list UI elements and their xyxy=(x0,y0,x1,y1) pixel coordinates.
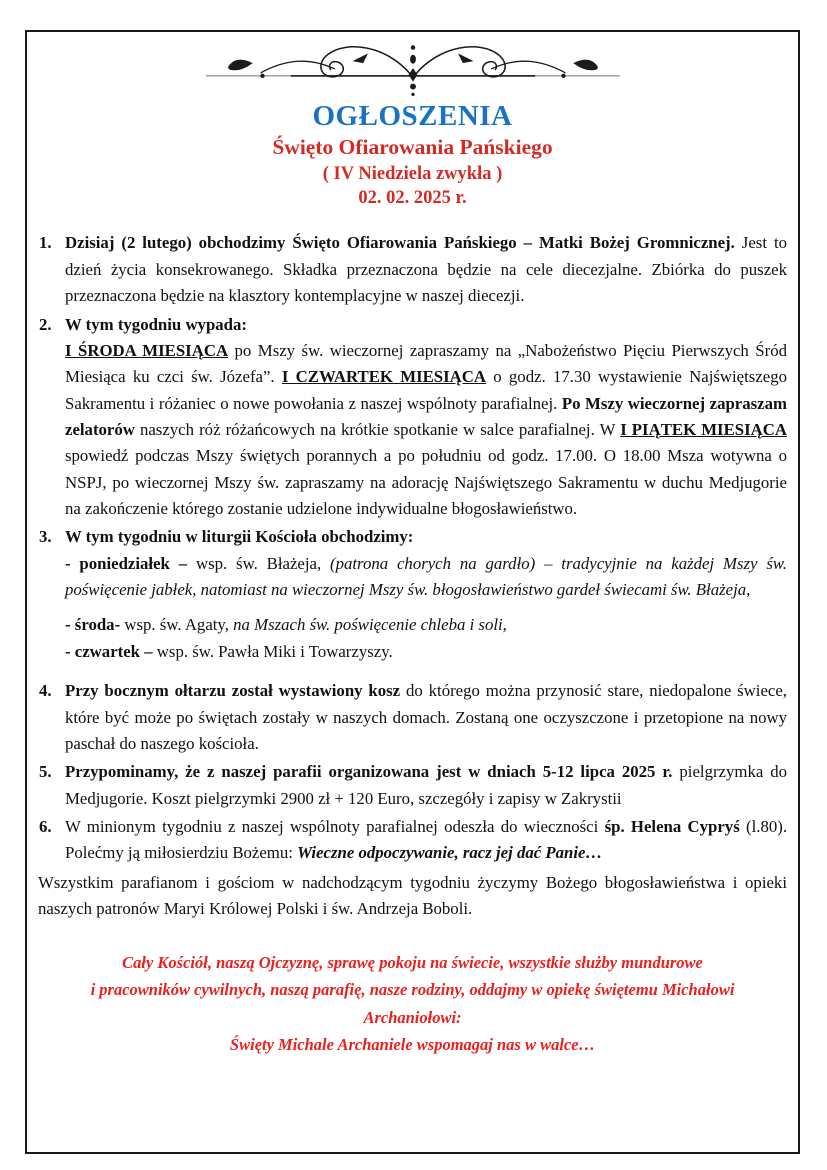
item-number: 1. xyxy=(39,233,52,253)
text-run: naszych róż różańcowych na krótkie spotkanie w salce parafialnej. W xyxy=(134,419,621,439)
date-label: 02. 02. 2025 r. xyxy=(358,188,467,209)
announcement-item xyxy=(38,230,787,309)
announcement-item xyxy=(38,814,787,867)
item-number: 2. xyxy=(39,314,52,334)
sunday-label: ( IV Niedziela zwykła ) xyxy=(322,164,503,185)
item-body xyxy=(65,678,787,757)
text-run: Przy bocznym ołtarzu został wystawiony kosz xyxy=(65,681,401,701)
text-run: Dzisiaj (2 lutego) obchodzimy Święto Ofiarowania Pańskiego – Matki Bożej Gromnicznej. xyxy=(65,233,735,253)
text-run: (patrona chorych na gardło) – tradycyjnie na każdej Mszy św. poświęcenie jabłek, natomiast na wieczornej Mszy św. błogosławieństwo gardeł świecami św. Błażeja, xyxy=(65,553,787,600)
text-run: Wszystkim parafianom i gościom w nadchodzącym tygodniu życzymy Bożego błogosławieństwa i opieki naszych patronów Maryi Królowej Polski i św. Andrzeja Boboli. xyxy=(38,872,787,919)
flourish-ornament xyxy=(198,36,628,100)
text-run: I CZWARTEK MIESIĄCA xyxy=(281,367,487,387)
text-run: Wieczne odpoczywanie, racz jej dać Panie… xyxy=(297,843,603,863)
announcement-item xyxy=(38,312,787,523)
text-run: wsp. św. Agaty, xyxy=(124,615,234,635)
feast-title: Święto Ofiarowania Pańskiego xyxy=(272,135,553,160)
page-title: OGŁOSZENIA xyxy=(312,100,513,132)
item-body xyxy=(65,814,787,867)
text-run: W tym tygodniu w liturgii Kościoła obchodzimy: xyxy=(65,527,414,547)
text-run: I PIĄTEK MIESIĄCA xyxy=(620,419,787,439)
item-paragraph xyxy=(65,678,787,757)
text-run: Po Mszy wieczornej zapraszam zelatorów xyxy=(65,393,787,439)
item-body xyxy=(65,312,787,523)
item-paragraph xyxy=(65,338,787,523)
item-paragraph xyxy=(65,639,787,665)
prayer-footer xyxy=(38,949,787,1057)
text-run: Jest to dzień życia konsekrowanego. Składka przeznaczona będzie na cele diecezjalne. Zbiórka do puszek przeznaczona będzie na klasztory kontemplacyjne w naszej diecezji. xyxy=(65,233,787,306)
text-run: wsp. św. Błażeja, xyxy=(195,553,331,573)
prayer-line: i pracowników cywilnych, naszą parafię, nasze rodziny, oddajmy w opiekę świętemu Michałowi xyxy=(90,980,735,1000)
text-run: po Mszy św. wieczornej zapraszamy na „Nabożeństwo Pięciu Pierwszych Śród Miesiąca ku czci św. Józefa”. xyxy=(65,340,787,387)
item-number: 6. xyxy=(39,816,52,836)
text-run: do którego można przynosić stare, niedopalone świece, które być może po świętach zostały w naszych domach. Zostaną one oczyszczone i przetopione na nowy paschał do naszego kościoła. xyxy=(65,681,787,753)
item-paragraph xyxy=(65,312,787,338)
item-paragraph xyxy=(65,612,787,638)
closing-paragraph xyxy=(38,870,787,923)
text-run: śp. Helena Cypryś xyxy=(604,816,740,836)
text-run: wsp. św. Pawła Miki i Towarzyszy. xyxy=(156,641,393,661)
text-run: pielgrzymka do Medjugorie. Koszt pielgrzymki 2900 zł + 120 Euro, szczegóły i zapisy w Zakrystii xyxy=(65,762,787,808)
text-run: I ŚRODA MIESIĄCA xyxy=(65,340,229,360)
item-paragraph xyxy=(65,814,787,867)
text-run: W tym tygodniu wypada: xyxy=(65,314,247,334)
text-run: Przypominamy, że z naszej parafii organizowana jest w dniach 5-12 lipca 2025 r. xyxy=(65,762,673,782)
text-run: spowiedź podczas Mszy świętych porannych a po południu od godz. 17.00. O 18.00 Msza wotywna o NSPJ, po wieczornej Mszy św. zapraszamy na adorację Najświętszego Sakramentu w duchu Medjugorie na zakończenie którego zostanie udzielone indywidualne błogosławieństwo. xyxy=(65,446,787,519)
prayer-line: Cały Kościół, naszą Ojczyznę, sprawę pokoju na świecie, wszystkie służby mundurowe xyxy=(122,953,703,973)
text-run: - czwartek – xyxy=(65,641,157,661)
announcement-list xyxy=(38,230,787,866)
item-paragraph xyxy=(65,551,787,604)
item-number: 5. xyxy=(39,762,52,782)
item-paragraph xyxy=(65,230,787,309)
item-paragraph xyxy=(65,524,787,550)
text-run: - poniedziałek – xyxy=(65,553,196,573)
text-run: - środa- xyxy=(65,615,125,635)
item-body xyxy=(65,759,787,812)
item-number: 3. xyxy=(39,527,52,547)
prayer-line: Święty Michale Archaniele wspomagaj nas w walce… xyxy=(229,1034,596,1054)
text-run: W minionym tygodniu z naszej wspólnoty parafialnej odeszła do wieczności xyxy=(65,816,605,836)
page-border-frame xyxy=(25,30,800,1154)
text-run: o godz. 17.30 wystawienie Najświętszego Sakramentu i różaniec o nowe powołania z naszej wspólnoty parafialnej. xyxy=(65,367,787,413)
document-header xyxy=(38,36,787,209)
item-paragraph xyxy=(65,759,787,812)
item-number: 4. xyxy=(39,681,52,701)
text-run: (l.80). Polećmy ją miłosierdziu Bożemu: xyxy=(65,816,788,863)
text-run: na Mszach św. poświęcenie chleba i soli, xyxy=(233,615,507,635)
item-body xyxy=(65,230,787,309)
item-body xyxy=(65,524,787,665)
prayer-line: Archaniołowi: xyxy=(363,1007,462,1027)
announcement-item xyxy=(38,678,787,757)
announcement-item xyxy=(38,524,787,665)
announcement-item xyxy=(38,759,787,812)
